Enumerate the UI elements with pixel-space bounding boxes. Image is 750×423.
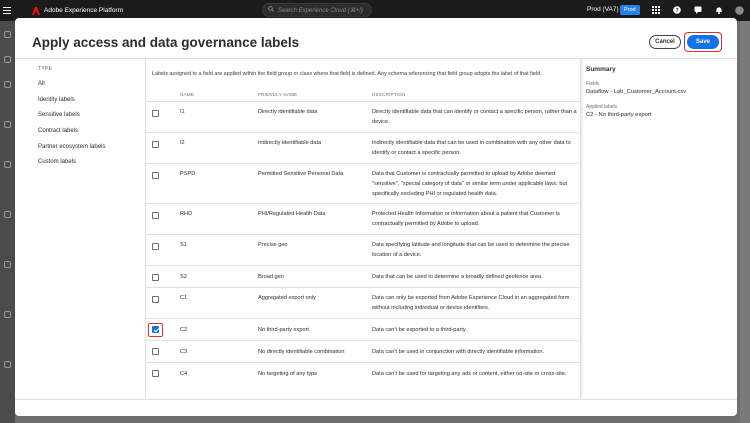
label-friendly-name: No directly identifiable combination	[258, 349, 345, 355]
nav-icon[interactable]	[4, 211, 11, 218]
row-checkbox[interactable]	[152, 212, 159, 219]
label-description: Directly identifiable data that can identify or contact a specific person, rather than a device.	[372, 109, 577, 125]
label-name: S2	[180, 274, 187, 280]
background-page	[740, 21, 750, 423]
label-name: S1	[180, 242, 187, 248]
label-name: I2	[180, 140, 185, 146]
row-checkbox[interactable]	[152, 296, 159, 303]
org-switcher[interactable]: Prod (VA7)	[587, 6, 619, 13]
table-row	[146, 362, 581, 384]
table-row	[146, 163, 581, 203]
label-name: C1	[180, 295, 188, 301]
adobe-logo-icon[interactable]	[32, 7, 40, 15]
label-friendly-name: No third-party export	[258, 327, 309, 333]
nav-icon[interactable]	[4, 121, 11, 128]
dialog-intro: Labels assigned to a field are applied within the field group or class where that field is defined. Any schema referencing that field group adopts the label of that field.	[152, 71, 542, 77]
table-row	[146, 132, 581, 163]
column-header-name[interactable]: NAME	[180, 92, 195, 97]
applied-labels-value: C2 - No third-party export	[586, 112, 652, 118]
label-friendly-name: No targeting of any type	[258, 371, 318, 377]
row-checkbox[interactable]	[152, 141, 159, 148]
column-header-description[interactable]: DESCRIPTION	[372, 92, 406, 97]
search-icon	[268, 6, 274, 14]
row-checkbox[interactable]	[152, 110, 159, 117]
row-checkbox-checked[interactable]	[152, 326, 159, 333]
nav-icon[interactable]	[4, 311, 11, 318]
label-friendly-name: PHI/Regulated Health Data	[258, 211, 326, 217]
summary-heading: Summary	[586, 66, 616, 73]
search-placeholder: Search Experience Cloud (⌘+/)	[278, 7, 363, 14]
table-header	[146, 89, 581, 101]
table-row	[146, 101, 581, 132]
label-friendly-name: Precise geo	[258, 242, 288, 248]
filter-identity-labels[interactable]: Identity labels	[38, 96, 75, 103]
feedback-icon[interactable]	[693, 5, 703, 15]
label-description: Data can't be used in conjunction with directly identifiable information.	[372, 349, 545, 355]
nav-icon[interactable]	[4, 361, 11, 368]
row-checkbox[interactable]	[152, 172, 159, 179]
label-description: Indirectly identifiable data that can be used in combination with any other data to identify or contact a specific person.	[372, 140, 571, 156]
help-icon[interactable]	[672, 5, 682, 15]
app-name[interactable]: Adobe Experience Platform	[44, 7, 124, 14]
label-name: RHD	[180, 211, 193, 217]
table-row	[146, 287, 581, 318]
label-description: Data can't be used for targeting any ads or content, either on-site or cross-site.	[372, 371, 567, 377]
apps-grid-icon[interactable]	[651, 5, 661, 15]
applied-labels-label: Applied labels	[586, 104, 618, 110]
label-friendly-name: Broad geo	[258, 274, 284, 280]
label-name: PSPD	[180, 171, 196, 177]
filter-custom-labels[interactable]: Custom labels	[38, 159, 77, 166]
filter-contract-labels[interactable]: Contract labels	[38, 128, 79, 135]
svg-text:?: ?	[675, 8, 679, 14]
labels-table	[145, 59, 581, 399]
left-nav-rail	[0, 21, 15, 423]
label-description: Data can only be exported from Adobe Experience Cloud in an aggregated form without including individual or device identifiers.	[372, 295, 570, 311]
filter-heading: TYPE	[38, 66, 53, 72]
label-friendly-name: Permitted Sensitive Personal Data	[258, 171, 344, 177]
label-name: I1	[180, 109, 185, 115]
label-friendly-name: Aggregated export only	[258, 295, 316, 301]
label-name: C2	[180, 327, 188, 333]
filter-sensitive-labels[interactable]: Sensitive labels	[38, 112, 80, 119]
nav-icon[interactable]	[4, 56, 11, 63]
column-header-friendly-name[interactable]: FRIENDLY NAME	[258, 92, 298, 97]
label-description: Data that can be used to determine a broadly defined geofence area.	[372, 274, 543, 280]
label-description: Data that Customer is contractually permitted to upload by Adobe deemed "sensitive", "special category of data" or similar term under applicable laws; but specifically excluding PHI or regulated health data.	[372, 171, 568, 197]
label-friendly-name: Indirectly identifiable data	[258, 140, 322, 146]
nav-icon[interactable]	[4, 81, 11, 88]
user-avatar[interactable]	[734, 5, 744, 15]
filter-all[interactable]: All	[38, 81, 45, 87]
label-dialog	[15, 18, 737, 416]
label-name: C3	[180, 349, 188, 355]
nav-icon[interactable]	[4, 31, 11, 38]
filter-partner-ecosystem-labels[interactable]: Partner ecosystem labels	[38, 143, 106, 150]
nav-icon[interactable]	[4, 161, 11, 168]
dialog-title: Apply access and data governance labels	[32, 35, 300, 50]
fields-value: Dataflow - Lab_Customer_Account.csv	[586, 89, 687, 95]
nav-icon[interactable]	[4, 261, 11, 268]
table-scrollbar[interactable]	[581, 59, 583, 399]
label-name: C4	[180, 371, 188, 377]
table-row	[146, 265, 581, 287]
label-friendly-name: Directly identifiable data	[258, 109, 318, 115]
save-button[interactable]: Save	[687, 35, 719, 49]
row-checkbox[interactable]	[152, 243, 159, 250]
summary-panel	[586, 66, 726, 127]
row-checkbox[interactable]	[152, 370, 159, 377]
notifications-bell-icon[interactable]	[714, 5, 724, 15]
search-field[interactable]	[262, 3, 372, 17]
row-checkbox[interactable]	[152, 348, 159, 355]
label-description: Data can't be exported to a third-party.	[372, 327, 467, 333]
type-filter-panel	[38, 66, 138, 175]
cancel-button[interactable]: Cancel	[649, 35, 681, 49]
fields-label: Fields	[586, 81, 600, 87]
table-row	[146, 203, 581, 234]
table-row-selected	[146, 318, 581, 340]
hamburger-menu-icon[interactable]	[0, 0, 14, 21]
divider	[15, 399, 737, 400]
table-row	[146, 234, 581, 265]
label-description: Data specifying latitude and longitude that can be used to determine the precise location of a device.	[372, 242, 570, 258]
row-checkbox[interactable]	[152, 274, 159, 281]
table-row	[146, 340, 581, 362]
label-description: Protected Health Information or information about a patient that Customer is contractually permitted by Adobe to upload.	[372, 211, 560, 227]
sandbox-badge[interactable]: Prod	[620, 5, 640, 15]
